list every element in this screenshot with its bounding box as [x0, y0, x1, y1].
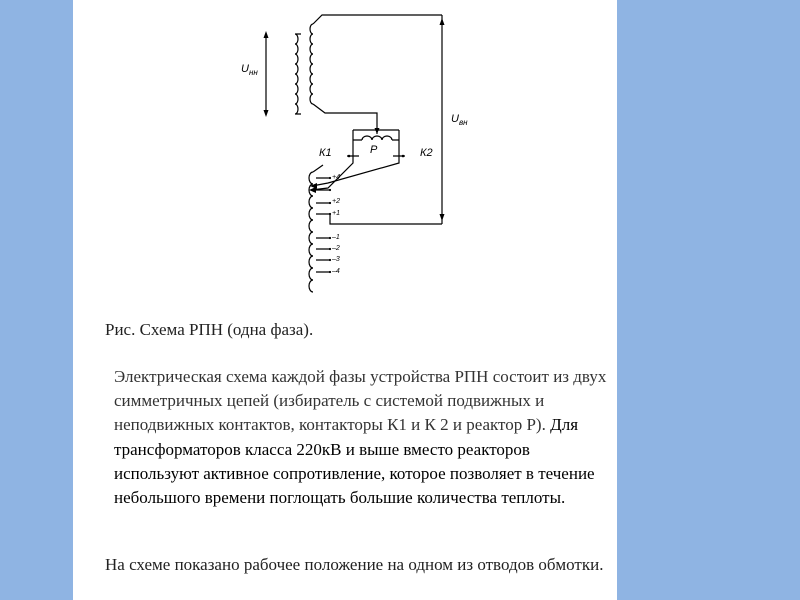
reactor-coil — [362, 136, 392, 140]
reactor-tap-arrow — [375, 128, 380, 134]
oltc-circuit-diagram — [73, 0, 617, 300]
tap-label: +4 — [332, 174, 340, 181]
figure-caption: Рис. Схема РПН (одна фаза). — [105, 320, 314, 339]
u-vn-arrow-top — [440, 18, 445, 25]
tap-label: –1 — [332, 234, 340, 241]
hv-top-lead — [313, 15, 442, 24]
u-nn-arrow-bottom — [264, 110, 269, 117]
description-part-1: Электрическая схема каждой фазы устройства РПН состоит из двух симметричных цепей (избиратель с системой подвижных и неподвижных контактов, контакторы К1 и К 2 и реактор Р). — [114, 367, 607, 435]
tap-label: +2 — [332, 198, 340, 205]
u-nn-arrow-top — [264, 31, 269, 38]
lv-winding — [295, 34, 301, 114]
u-vn-label: $U_{вн}$ — [451, 113, 468, 127]
slide-content — [73, 0, 617, 600]
tap-leads — [316, 178, 330, 272]
k2-contact-dot — [402, 155, 405, 158]
description-part-2: Для трансформаторов класса 220кВ и выше вместо реакторов используют активное сопротивление, которое позволяет в течение небольшого времени поглощать большие количества теплоты. — [114, 415, 595, 508]
description-paragraph — [114, 365, 609, 510]
note-paragraph: На схеме показано рабочее положение на одном из отводов обмотки. — [105, 555, 604, 574]
k1-contact-dot — [348, 155, 351, 158]
tap-label: –3 — [332, 256, 340, 263]
k2-label: К2 — [420, 147, 433, 159]
u-nn-label: $U_{нн}$ — [241, 63, 258, 77]
hv-bottom-lead — [313, 104, 377, 128]
tap-label: –2 — [332, 245, 340, 252]
k1-label: К1 — [319, 147, 332, 159]
tap-label: +1 — [332, 210, 340, 217]
u-vn-arrow-bottom — [440, 214, 445, 221]
return-lead — [330, 214, 442, 224]
tap-label: –4 — [332, 268, 340, 275]
reactor-label: Р — [370, 144, 378, 156]
hv-winding — [310, 24, 313, 104]
